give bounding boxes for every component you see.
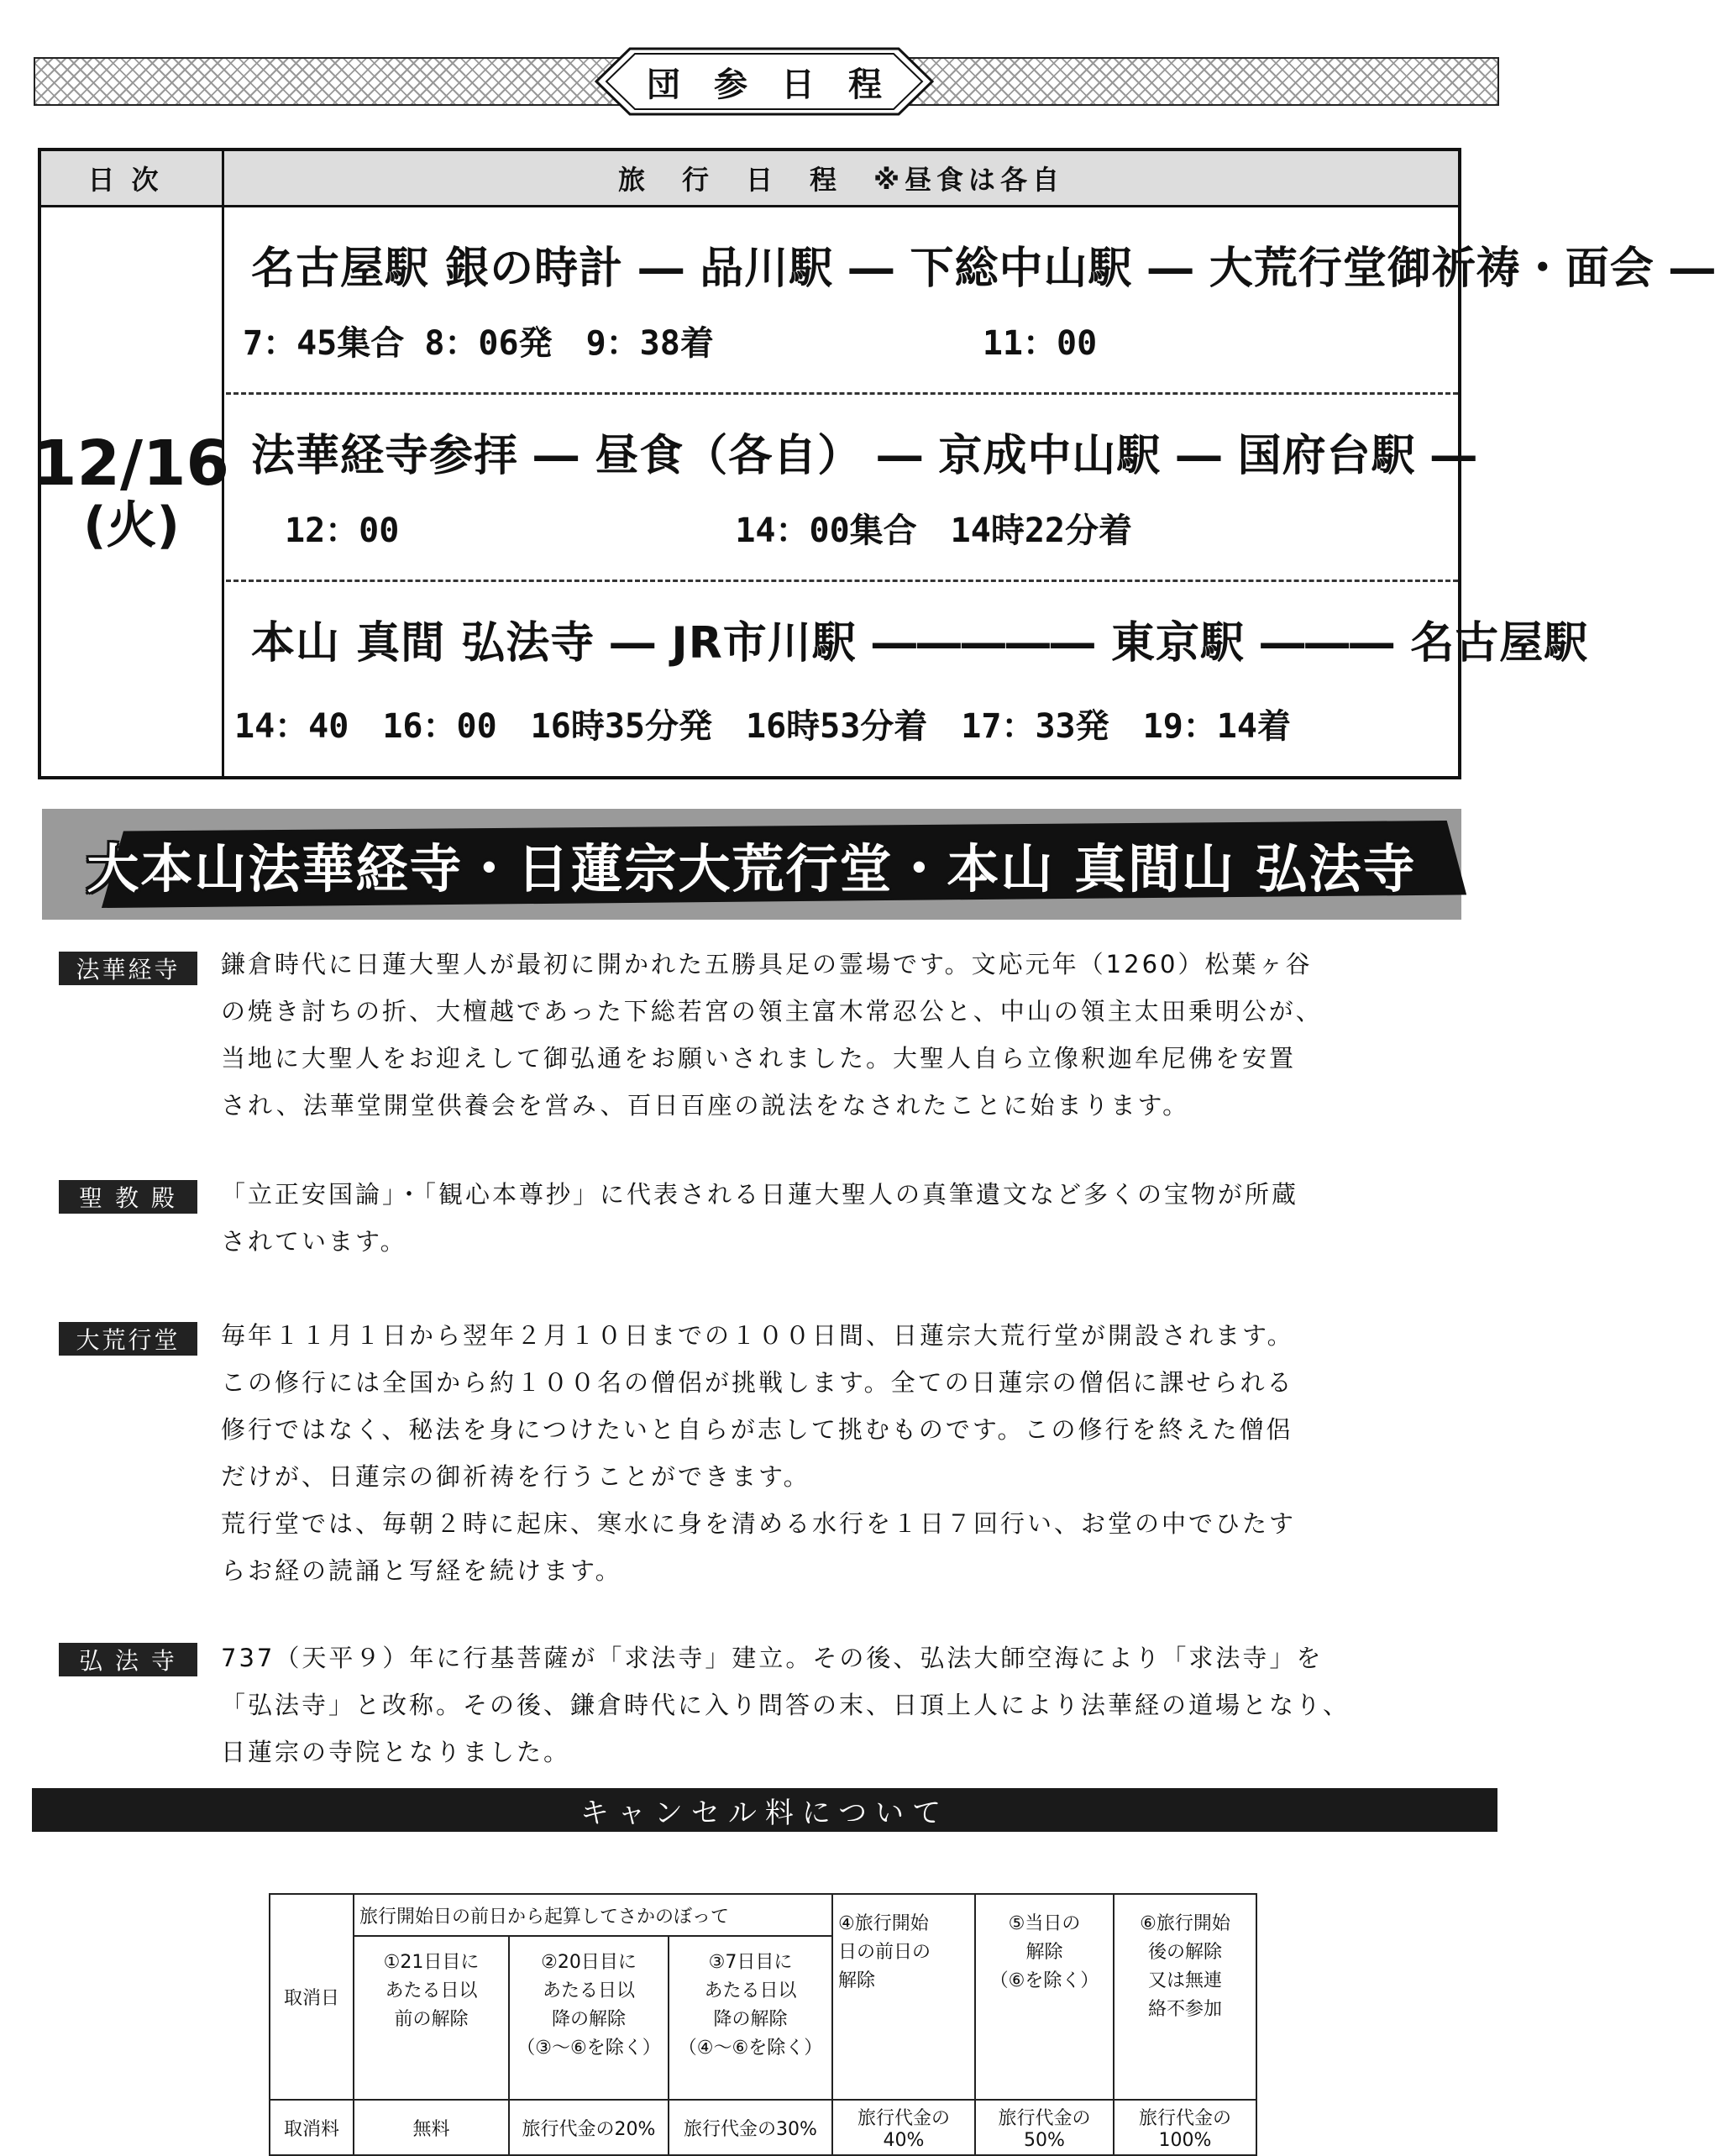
cancel-fee-table	[269, 1893, 1257, 2156]
schedule-route: 法華経寺参拝 ― 昼食（各自） ― 京成中山駅 ― 国府台駅 ―	[251, 431, 1476, 481]
cancel-column-desc: ⑥旅行開始 後の解除 又は無連 絡不参加	[1114, 1894, 1256, 2100]
text-line: 「弘法寺」と改称。その後、鎌倉時代に入り問答の末、日頂上人により法華経の道場となり、	[221, 1691, 1350, 1719]
text-line: されています。	[221, 1227, 407, 1256]
temples-heading-bar	[42, 809, 1461, 920]
header-day: 日次	[41, 151, 224, 205]
cancel-column-desc: ②20日目に あたる日以 降の解除 （③～⑥を除く）	[509, 1936, 669, 2100]
schedule-table	[34, 148, 1715, 779]
cancel-fee-value: 旅行代金の30%	[669, 2100, 832, 2155]
header-title-plate	[563, 45, 966, 118]
text-line: 修行ではなく、秘法を身につけたいと自らが志して挑むものです。この修行を終えた僧侶	[221, 1415, 1293, 1444]
text-line: 当地に大聖人をお迎えして御弘通をお願いされました。大聖人自ら立像釈迦牟尼佛を安置	[221, 1044, 1297, 1073]
cancel-heading-bar: キャンセル料について	[32, 1788, 1497, 1832]
text-line: 毎年１１月１日から翌年２月１０日までの１００日間、日蓮宗大荒行堂が開設されます。	[221, 1321, 1294, 1350]
cancel-column-desc: ③7日目に あたる日以 降の解除 （④～⑥を除く）	[669, 1936, 832, 2100]
text-line: され、法華堂開堂供養会を営み、百日百座の説法をなされたことに始まります。	[221, 1091, 1190, 1120]
cancel-fee-value: 旅行代金の50%	[975, 2100, 1114, 2155]
text-line: 日蓮宗の寺院となりました。	[221, 1738, 571, 1766]
cancel-fee-value: 旅行代金の20%	[509, 2100, 669, 2155]
section-text	[221, 1312, 1497, 1594]
schedule-route: 本山 真間 弘法寺 ― JR市川駅 ――――― 東京駅 ――― 名古屋駅	[251, 618, 1589, 669]
section-label: 聖 教 殿	[59, 1180, 197, 1214]
schedule-header-row	[41, 151, 1458, 207]
section-label: 大荒行堂	[59, 1322, 197, 1356]
schedule-date-cell	[34, 207, 229, 776]
temples-heading: 大本山法華経寺・日蓮宗大荒行堂・本山 真間山 弘法寺	[87, 837, 1417, 900]
schedule-row	[226, 207, 1715, 395]
header-itinerary: 旅 行 日 程 ※昼食は各自	[617, 164, 1065, 196]
text-line: 鎌倉時代に日蓮大聖人が最初に開かれた五勝具足の霊場です。文応元年（1260）松葉ヶ谷	[221, 950, 1313, 978]
cancel-fee-value: 無料	[354, 2100, 509, 2155]
text-line: 737（天平９）年に行基菩薩が「求法寺」建立。その後、弘法大師空海により「求法寺」を	[221, 1644, 1324, 1672]
text-line: らお経の読誦と写経を続けます。	[221, 1556, 622, 1585]
cancel-fee-value: 旅行代金の100%	[1114, 2100, 1256, 2155]
cancel-column-desc: ④旅行開始 日の前日の 解除	[832, 1894, 975, 2100]
section-text	[221, 1171, 1497, 1265]
section-label: 弘 法 寺	[59, 1643, 197, 1676]
cancel-column-desc: ①21日目に あたる日以 前の解除	[354, 1936, 509, 2100]
cancel-fee-value: 旅行代金の40%	[832, 2100, 975, 2155]
section-text	[221, 941, 1497, 1129]
schedule-row	[226, 582, 1589, 777]
schedule-row	[226, 395, 1476, 582]
section-text	[221, 1634, 1497, 1776]
schedule-times: 14：40 16：00 16時35分発 16時53分着 17：33発 19：14着	[234, 707, 1291, 746]
cancel-column-desc: ⑤当日の 解除 （⑥を除く）	[975, 1894, 1114, 2100]
text-line: この修行には全国から約１００名の僧侶が挑戦します。全ての日蓮宗の僧侶に課せられる	[221, 1368, 1294, 1397]
group-header: 旅行開始日の前日から起算してさかのぼって	[354, 1894, 832, 1936]
schedule-weekday: (火)	[83, 496, 180, 556]
row-label-cancel-date: 取消日	[270, 1894, 354, 2100]
row-label-cancel-fee: 取消料	[270, 2100, 354, 2155]
schedule-times: 12：00 14：00集合 14時22分着	[285, 511, 1132, 550]
schedule-route: 名古屋駅 銀の時計 ― 品川駅 ― 下総中山駅 ― 大荒行堂御祈祷・面会 ―	[251, 244, 1715, 294]
text-line: 「立正安国論」・「観心本尊抄」に代表される日蓮大聖人の真筆遺文など多くの宝物が所蔵	[221, 1180, 1299, 1209]
text-line: 荒行堂では、毎朝２時に起床、寒水に身を清める水行を１日７回行い、お堂の中でひたす	[221, 1509, 1297, 1538]
text-line: だけが、日蓮宗の御祈祷を行うことができます。	[221, 1462, 810, 1491]
text-line: の焼き討ちの折、大檀越であった下総若宮の領主富木常忍公と、中山の領主太田乗明公が、	[221, 997, 1323, 1026]
schedule-times: 7：45集合 8：06発 9：38着 11：00	[243, 324, 1098, 363]
section-label: 法華経寺	[59, 952, 197, 985]
page-title: 団参日程	[647, 65, 915, 104]
schedule-date: 12/16	[34, 427, 229, 500]
